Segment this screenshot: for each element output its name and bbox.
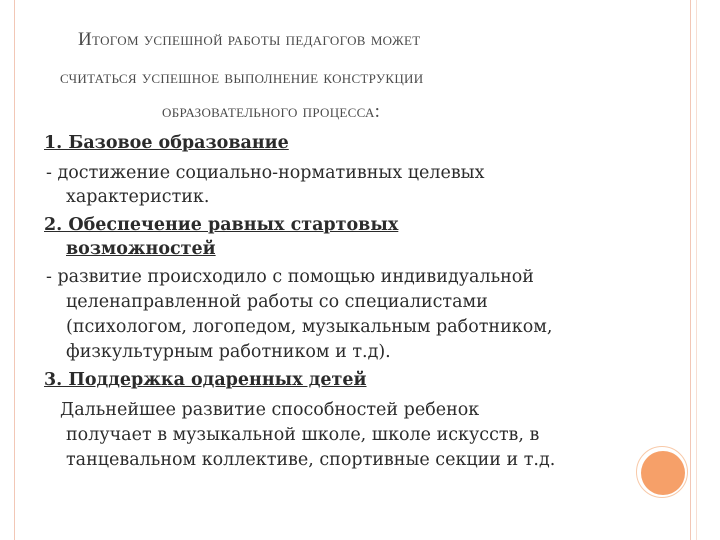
section-3-line-2: получает в музыкальной школе, школе искусств, в	[66, 425, 540, 445]
section-1-line-2: характеристик.	[66, 187, 210, 207]
section-2-line-3: (психологом, логопедом, музыкальным работником,	[66, 317, 553, 337]
section-1-heading: 1. Базовое образование	[44, 133, 289, 153]
section-3-line-1: Дальнейшее развитие способностей ребенок	[60, 400, 480, 420]
section-1-line-1: - достижение социально-нормативных целевых	[46, 163, 485, 183]
slide-frame-right-line	[690, 0, 691, 540]
section-2-heading-line-2: возможностей	[66, 239, 216, 259]
title-line-1: Итогом успешной работы педагогов может	[78, 29, 421, 50]
slide-frame-left-line	[14, 0, 15, 540]
section-2-line-4: физкультурным работником и т.д).	[66, 342, 391, 362]
section-3-heading: 3. Поддержка одаренных детей	[44, 370, 367, 390]
title-line-2: считаться успешное выполнение конструкции	[60, 67, 424, 88]
section-2-line-2: целенаправленной работы со специалистами	[66, 292, 488, 312]
title-line-3: образовательного процесса:	[162, 101, 381, 122]
section-2-line-1: - развитие происходило с помощью индивидуальной	[46, 267, 534, 287]
decorative-orange-circle	[641, 451, 685, 495]
slide-frame-right-line-outer	[696, 0, 697, 540]
section-3-line-3: танцевальном коллективе, спортивные секции и т.д.	[66, 450, 556, 470]
section-2-heading-line-1: 2. Обеспечение равных стартовых	[44, 215, 399, 235]
